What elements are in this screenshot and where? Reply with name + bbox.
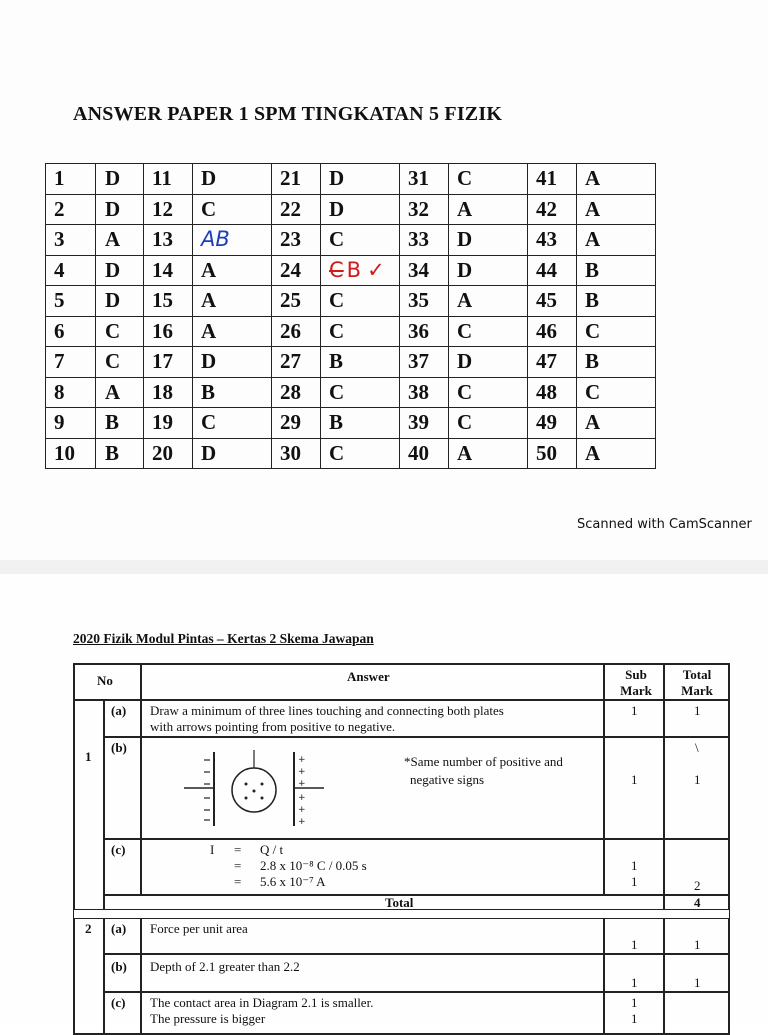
red-correction: B (346, 257, 362, 282)
question-number: 41 (528, 164, 577, 195)
q1a-sub-cell (604, 700, 664, 737)
q1c-substitution: 2.8 x 10⁻⁸ C / 0.05 s (260, 858, 367, 873)
answer-letter: A (449, 286, 528, 317)
answer-letter: B (96, 408, 144, 439)
answer-letter: B (577, 255, 656, 286)
q1-total-label: Total (385, 895, 414, 910)
answer-letter: A (96, 377, 144, 408)
question-number: 43 (528, 225, 577, 256)
check-mark-icon: ✓ (367, 257, 385, 282)
header-answer-cell (141, 664, 604, 700)
q2b-answer-cell (141, 954, 604, 992)
header-no-cell (74, 664, 141, 700)
answer-letter: B (321, 347, 400, 378)
svg-text:+: + (298, 817, 306, 827)
question-number: 49 (528, 408, 577, 439)
svg-text:+: + (298, 805, 306, 815)
question-number: 24 (272, 255, 321, 286)
q1a-sub: 1 (631, 703, 638, 718)
question-number: 2 (46, 194, 96, 225)
answer-letter: D (193, 347, 272, 378)
answer-letter: A (96, 225, 144, 256)
q2b-part: (b) (111, 959, 127, 974)
answer-letter: A (193, 316, 272, 347)
q1c-eq1: = (234, 842, 242, 857)
question-number: 19 (144, 408, 193, 439)
q2c-line1: The contact area in Diagram 2.1 is smaller. (150, 995, 374, 1010)
marking-scheme-page (0, 574, 768, 1024)
q2a-sub: 1 (631, 937, 638, 952)
svg-text:+: + (298, 793, 306, 803)
header-total-mark: Total Mark (681, 667, 713, 698)
question-number: 26 (272, 316, 321, 347)
answer-letter: B (321, 408, 400, 439)
q1-number: 1 (85, 749, 92, 764)
struck-answer: C (329, 257, 344, 282)
q1b-part-cell (104, 737, 141, 839)
question-number: 46 (528, 316, 577, 347)
answer-letter: C (449, 377, 528, 408)
handwritten-correction: AB (201, 227, 230, 252)
question-number: 5 (46, 286, 96, 317)
answer-letter: A (193, 255, 272, 286)
question-number: 4 (46, 255, 96, 286)
question-number: 25 (272, 286, 321, 317)
question-number: 44 (528, 255, 577, 286)
q1a-total: 1 (694, 703, 701, 718)
question-number: 28 (272, 377, 321, 408)
q1b-sub-cell (604, 737, 664, 839)
q2-number-cell (74, 918, 104, 1034)
q2a-part: (a) (111, 921, 127, 936)
answer-letter: C (321, 438, 400, 469)
q1c-total-cell (664, 839, 729, 895)
q1b-total-cell (664, 737, 729, 839)
answer-letter: C (96, 316, 144, 347)
q2a-total: 1 (694, 937, 701, 952)
q2b-text: Depth of 2.1 greater than 2.2 (150, 959, 300, 974)
q1b-sub: 1 (631, 772, 638, 787)
q1a-total-cell (664, 700, 729, 737)
answer-letter: B (577, 347, 656, 378)
answer-letter: A (577, 438, 656, 469)
answer-letter: D (193, 164, 272, 195)
answer-row (46, 377, 656, 408)
question-number: 45 (528, 286, 577, 317)
answer-letter: A (449, 194, 528, 225)
question-number: 35 (400, 286, 449, 317)
q2c-answer-cell (141, 992, 604, 1034)
camscanner-watermark: Scanned with CamScanner (577, 517, 752, 532)
q1c-sub-cell (604, 839, 664, 895)
page-divider (0, 560, 768, 574)
question-number: 17 (144, 347, 193, 378)
answer-letter: A (577, 408, 656, 439)
question-number: 8 (46, 377, 96, 408)
answer-letter: A (577, 225, 656, 256)
answer-letter: C (449, 408, 528, 439)
marking-scheme-table (73, 663, 730, 1035)
question-number: 34 (400, 255, 449, 286)
q1c-formula: Q / t (260, 842, 284, 857)
q1c-sub1: 1 (631, 858, 638, 873)
question-number: 33 (400, 225, 449, 256)
question-number: 36 (400, 316, 449, 347)
q2b-part-cell (104, 954, 141, 992)
question-number: 31 (400, 164, 449, 195)
answer-letter: C (321, 377, 400, 408)
q2a-answer-cell (141, 918, 604, 954)
q1b-tick-mark: \ (695, 740, 699, 755)
question-number: 9 (46, 408, 96, 439)
header-sub-cell (604, 664, 664, 700)
question-number: 48 (528, 377, 577, 408)
electric-field-diagram (182, 746, 362, 830)
answer-paper-title: ANSWER PAPER 1 SPM TINGKATAN 5 FIZIK (73, 103, 503, 125)
question-number: 37 (400, 347, 449, 378)
answer-letter: D (96, 286, 144, 317)
question-number: 11 (144, 164, 193, 195)
header-no: No (97, 673, 113, 688)
question-number: 12 (144, 194, 193, 225)
question-number: 47 (528, 347, 577, 378)
q1b-answer-cell (141, 737, 604, 839)
answer-letter: C (96, 347, 144, 378)
q1b-total: 1 (694, 772, 701, 787)
question-number: 39 (400, 408, 449, 439)
q1a-line1: Draw a minimum of three lines touching and connecting both plates (150, 703, 504, 718)
q2a-total-cell (664, 918, 729, 954)
answer-letter: A (449, 438, 528, 469)
answer-letter: D (96, 164, 144, 195)
q2c-sub-cell (604, 992, 664, 1034)
answer-letter: C (577, 316, 656, 347)
q1-total-value-cell (664, 895, 729, 910)
answer-row (46, 408, 656, 439)
question-number: 22 (272, 194, 321, 225)
answer-letter: D (449, 225, 528, 256)
answer-letter: C (449, 164, 528, 195)
q2b-total-cell (664, 954, 729, 992)
q1c-answer-cell (141, 839, 604, 895)
svg-text:+: + (298, 755, 306, 765)
question-number: 20 (144, 438, 193, 469)
question-number: 40 (400, 438, 449, 469)
q2a-part-cell (104, 918, 141, 954)
answer-row (46, 194, 656, 225)
q2b-total: 1 (694, 975, 701, 990)
q2c-part-cell (104, 992, 141, 1034)
question-number: 15 (144, 286, 193, 317)
question-number: 16 (144, 316, 193, 347)
answer-row (46, 164, 656, 195)
q1-total-value: 4 (694, 895, 701, 910)
question-number: 32 (400, 194, 449, 225)
question-number: 30 (272, 438, 321, 469)
answer-letter: A (193, 286, 272, 317)
answer-letter: C (321, 316, 400, 347)
svg-text:+: + (298, 767, 306, 777)
q1a-part-cell (104, 700, 141, 737)
svg-text:+: + (298, 779, 306, 789)
question-number: 27 (272, 347, 321, 378)
question-number: 42 (528, 194, 577, 225)
question-number: 6 (46, 316, 96, 347)
q1c-total: 2 (694, 878, 701, 893)
q2c-sub2: 1 (631, 1011, 638, 1026)
answer-letter: D (449, 347, 528, 378)
answer-row (46, 438, 656, 469)
q1c-result: 5.6 x 10⁻⁷ A (260, 874, 326, 889)
q2c-part: (c) (111, 995, 126, 1010)
q1a-line2: with arrows pointing from positive to negative. (150, 719, 396, 734)
answer-letter-corrected (193, 225, 272, 256)
q1c-part-cell (104, 839, 141, 895)
question-number: 1 (46, 164, 96, 195)
q1-number-cell (74, 700, 104, 910)
q2a-sub-cell (604, 918, 664, 954)
q1c-eq2: = (234, 858, 242, 873)
answer-letter: B (577, 286, 656, 317)
answer-row (46, 347, 656, 378)
question-number: 13 (144, 225, 193, 256)
q2b-sub-cell (604, 954, 664, 992)
answer-letter: A (577, 164, 656, 195)
answer-letter: D (321, 194, 400, 225)
q1a-answer-cell (141, 700, 604, 737)
q1c-part: (c) (111, 842, 126, 857)
answer-letter: C (321, 225, 400, 256)
scheme-title: 2020 Fizik Modul Pintas – Kertas 2 Skema Jawapan (73, 631, 374, 646)
answer-letter: D (449, 255, 528, 286)
q2c-line2: The pressure is bigger (150, 1011, 266, 1026)
q1b-note-line2: negative signs (410, 772, 485, 787)
q1a-part: (a) (111, 703, 127, 718)
question-number: 50 (528, 438, 577, 469)
answer-letter: D (96, 194, 144, 225)
answer-letter: D (321, 164, 400, 195)
answer-row (46, 255, 656, 286)
q1b-part: (b) (111, 740, 127, 755)
answer-letter: D (193, 438, 272, 469)
q2c-sub1: 1 (631, 995, 638, 1010)
header-total-cell (664, 664, 729, 700)
q1c-current-symbol: I (210, 842, 215, 857)
q2a-text: Force per unit area (150, 921, 248, 936)
answer-letter: C (577, 377, 656, 408)
q2c-total-cell (664, 992, 729, 1034)
q1c-eq3: = (234, 874, 242, 889)
question-number: 10 (46, 438, 96, 469)
q1c-sub2: 1 (631, 874, 638, 889)
answer-letter: C (193, 194, 272, 225)
answer-letter: B (193, 377, 272, 408)
question-number: 18 (144, 377, 193, 408)
answer-letter: B (96, 438, 144, 469)
answer-letter: C (321, 286, 400, 317)
question-number: 29 (272, 408, 321, 439)
question-number: 21 (272, 164, 321, 195)
q1-total-row (104, 895, 664, 910)
question-number: 23 (272, 225, 321, 256)
answer-row (46, 316, 656, 347)
question-number: 7 (46, 347, 96, 378)
q1b-note-line1: *Same number of positive and (404, 754, 563, 769)
answer-key-table (45, 163, 656, 469)
answer-letter: A (577, 194, 656, 225)
answer-row (46, 286, 656, 317)
answer-letter: C (193, 408, 272, 439)
header-answer: Answer (347, 669, 390, 684)
question-number: 3 (46, 225, 96, 256)
q2-number: 2 (85, 921, 92, 936)
answer-letter: D (96, 255, 144, 286)
question-number: 38 (400, 377, 449, 408)
answer-letter: C (449, 316, 528, 347)
question-number: 14 (144, 255, 193, 286)
header-sub-mark: Sub Mark (620, 667, 652, 698)
answer-row (46, 225, 656, 256)
q2b-sub: 1 (631, 975, 638, 990)
answer-letter-corrected (321, 255, 400, 286)
